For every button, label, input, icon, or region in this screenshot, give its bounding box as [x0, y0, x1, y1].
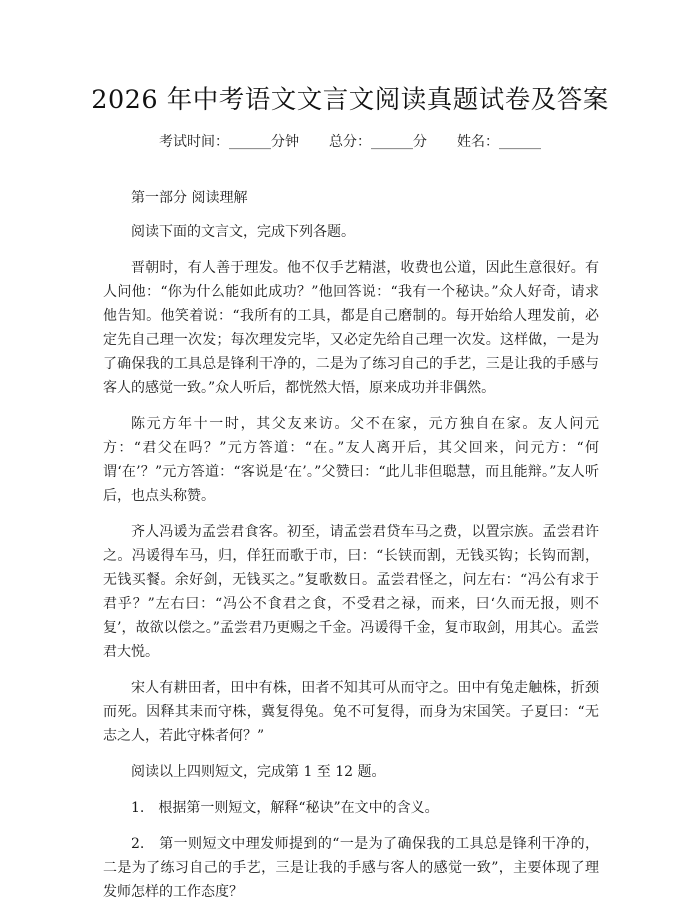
passage-barber: 晋朝时，有人善于理发。他不仅手艺精湛，收费也公道，因此生意很好。有人问他：“你为什么能如此成功？”他回答说：“我有一个秘诀。”众人好奇，请求他告知。他笑着说：“我所有的工具，都是自己磨制的。每开始给人理发前，必定先自己理一次发；每次理发完毕，又必定先给自己理一次发。这样做，一是为了确保我的工具总是锋利干净的，二是为了练习自己的手艺，三是让我的手感与客人的感觉一致。”众人听后，都恍然大悟，原来成功并非偶然。	[103, 260, 599, 396]
exam-body	[103, 186, 599, 916]
passage-shou-zhu-dai-tu: 宋人有耕田者，田中有株，田者不知其可从而守之。田中有兔走触株，折颈而死。因释其耒而守株，冀复得兔。兔不可复得，而身为宋国笑。子夏曰：“无志之人，若此守株者何？”	[103, 680, 599, 744]
page-title: 2026 年中考语文文言文阅读真题试卷及答案	[91, 85, 609, 115]
total-score-field: 总分：______分	[329, 134, 427, 150]
passage-feng-xuan: 齐人冯谖为孟尝君食客。初至，请孟尝君贷车马之费，以置宗族。孟尝君许之。冯谖得车马，归，佯狂而歌于市，曰：“长铗而割，无钱买钩；长钩而割，无钱买餐。余好剑，无钱买之。”复歌数日。孟尝君怪之，问左右：“冯公有求于君乎？”左右曰：“冯公不食君之食，不受君之禄，而来，曰‘久而无报，则不复’，故欲以偿之。”孟尝君乃更赐之千金。冯谖得千金，复市取剑，用其心。孟尝君大悦。	[103, 524, 599, 660]
exam-time-field: 考试时间：______分钟	[159, 134, 299, 150]
student-name-field: 姓名：______	[457, 134, 541, 150]
exam-meta-line	[0, 131, 700, 151]
passage-chen-yuanfang: 陈元方年十一时，其父友来访。父不在家，元方独自在家。友人问元方：“君父在吗？”元方答道：“在。”友人离开后，其父回来，问元方：“何谓‘在’？”元方答道：“客说是‘在’。”父赞曰：“此儿非但聪慧，而且能辩。”友人听后，也点头称赞。	[103, 416, 599, 504]
question-1: 1. 根据第一则短文，解释“秘诀”在文中的含义。	[131, 800, 439, 816]
reading-instruction: 阅读下面的文言文，完成下列各题。	[131, 224, 355, 240]
question-2: 2. 第一则短文中理发师提到的“一是为了确保我的工具总是锋利干净的，二是为了练习自己的手艺，三是让我的手感与客人的感觉一致”，主要体现了理发师怎样的工作态度？	[103, 836, 599, 900]
section-heading: 第一部分 阅读理解	[131, 190, 248, 206]
questions-intro: 阅读以上四则短文，完成第 1 至 12 题。	[131, 764, 386, 780]
